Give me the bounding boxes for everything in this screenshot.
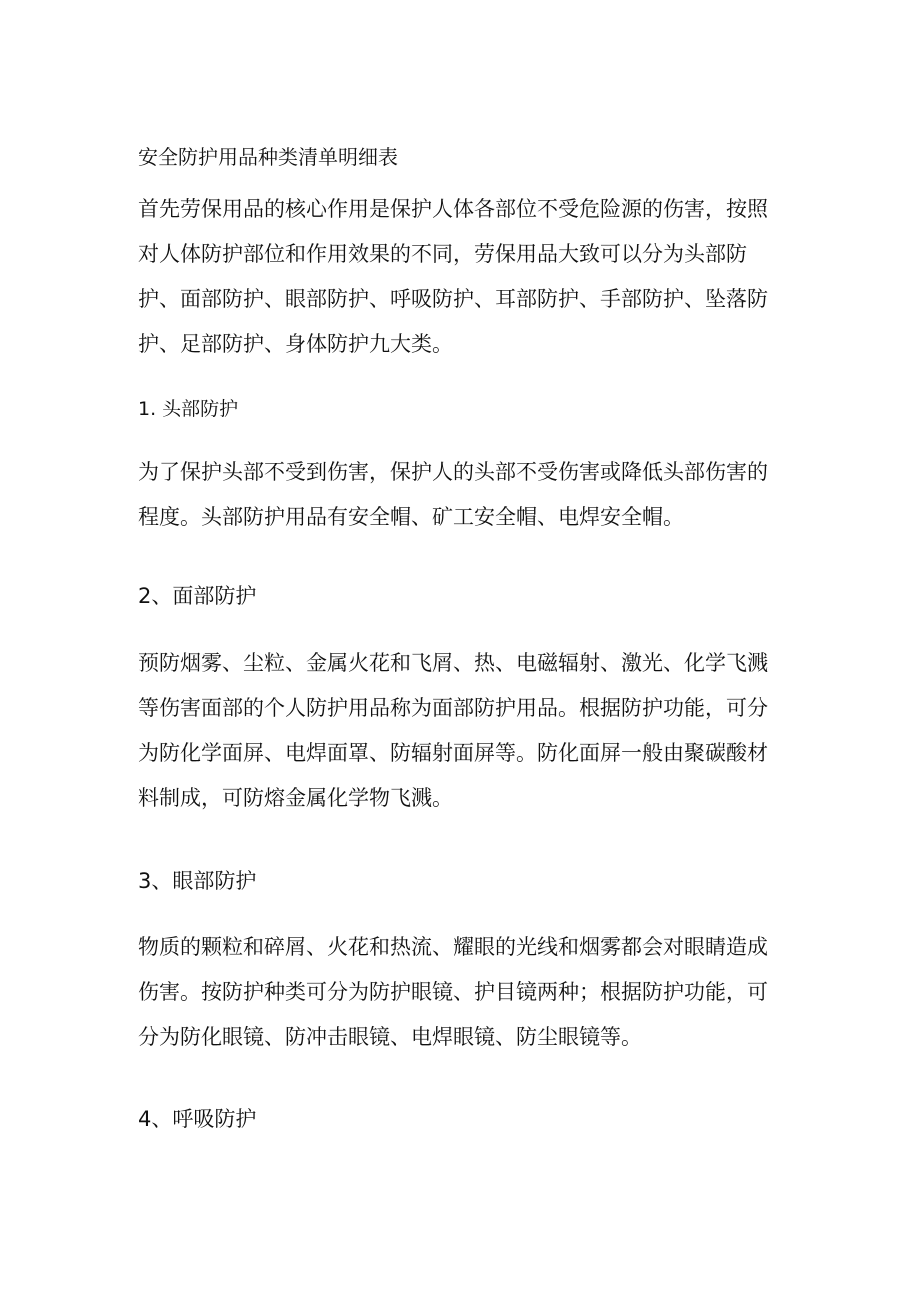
section-heading-head-protection: 1. 头部防护 — [138, 398, 239, 420]
section-body-eye-protection: 物质的颗粒和碎屑、火花和热流、耀眼的光线和烟雾都会对眼睛造成伤害。按防护种类可分为防护眼镜、护目镜两种；根据防护功能，可分为防化眼镜、防冲击眼镜、电焊眼镜、防尘眼镜等。 — [138, 935, 768, 1049]
document-title: 安全防护用品种类清单明细表 — [138, 145, 398, 169]
section-body-face-protection: 预防烟雾、尘粒、金属火花和飞屑、热、电磁辐射、激光、化学飞溅等伤害面部的个人防护用品称为面部防护用品。根据防护功能，可分为防化学面屏、电焊面罩、防辐射面屏等。防化面屏一般由聚碳酸材料制成，可防熔金属化学物飞溅。 — [138, 651, 768, 810]
section-heading-eye-protection: 3、眼部防护 — [138, 869, 257, 893]
section-heading-respiratory-protection: 4、呼吸防护 — [138, 1107, 257, 1131]
section-body-head-protection: 为了保护头部不受到伤害，保护人的头部不受伤害或降低头部伤害的程度。头部防护用品有安全帽、矿工安全帽、电焊安全帽。 — [138, 460, 768, 529]
intro-paragraph: 首先劳保用品的核心作用是保护人体各部位不受危险源的伤害，按照对人体防护部位和作用效果的不同，劳保用品大致可以分为头部防护、面部防护、眼部防护、呼吸防护、耳部防护、手部防护、坠落防护、足部防护、身体防护九大类。 — [138, 197, 768, 356]
section-heading-face-protection: 2、面部防护 — [138, 584, 257, 608]
